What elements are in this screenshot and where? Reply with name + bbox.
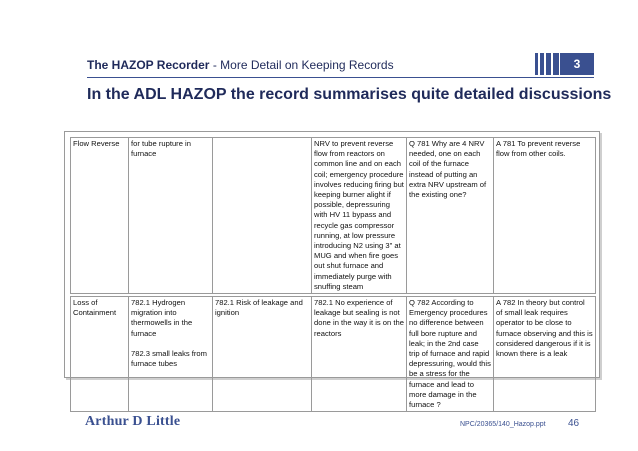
answer-cell: A 781 To prevent reverse flow from other coils. xyxy=(494,138,596,294)
table-row xyxy=(71,297,596,412)
deviation-cell: Flow Reverse xyxy=(71,138,129,294)
consequence-text: 782.1 Risk of leakage and ignition xyxy=(215,298,303,318)
cause-text: for tube rupture in furnace xyxy=(131,139,191,159)
deviation-cell: Loss of Containment xyxy=(71,297,129,412)
question-cell: Q 782 According to Emergency procedures no difference between full bore rupture and leak; in the 2nd case trip of furnace and rapid depressuring, would this be a stress for the furnace and lead to more damage in the furnace ? xyxy=(407,297,494,412)
cause-text: 782.1 Hydrogen migration into thermowells in the furnace xyxy=(131,298,193,338)
cause-text: 782.3 small leaks from furnace tubes xyxy=(131,348,207,369)
header-title-bold: The HAZOP Recorder xyxy=(87,58,210,72)
cause-cell xyxy=(129,297,213,412)
question-cell: Q 781 Why are 4 NRV needed, one on each coil of the furnace instead of putting an extra NRV upstream of the existing one? xyxy=(407,138,494,294)
table-row xyxy=(71,138,596,294)
safeguards-text: 782.1 No experience of leakage but sealing is not done in the way it is on the reactors xyxy=(314,298,404,338)
cause-cell xyxy=(129,138,213,294)
header-title-rest: - More Detail on Keeping Records xyxy=(209,58,394,72)
safeguards-text: NRV to prevent reverse flow from reactors on common line and on each coil; emergency procedure involves reducing firing but keeping burner alight if possible, depressuring with HV 11 bypass and recycle gas compressor running, at low pressure introducing N2 using 3" at MUG and when fire goes out shut furnace and immediately purge with snuffing steam xyxy=(314,139,404,291)
answer-cell: A 782 In theory but control of small leak requires operator to be close to furnace observing and this is considered dangerous if it is known there is a leak xyxy=(494,297,596,412)
company-logo: Arthur D Little xyxy=(85,414,181,429)
consequence-cell xyxy=(213,138,312,294)
safeguards-cell xyxy=(312,297,407,412)
slide-title: In the ADL HAZOP the record summarises quite detailed discussions xyxy=(87,86,612,103)
header-bars-decoration xyxy=(535,53,561,75)
consequence-cell xyxy=(213,297,312,412)
hazop-record-table xyxy=(70,137,596,412)
hazop-record-panel xyxy=(64,131,600,410)
footer-filename: NPC/20365/140_Hazop.ppt xyxy=(460,421,546,428)
page-number: 46 xyxy=(568,418,580,429)
header-title xyxy=(87,58,394,72)
section-number-badge: 3 xyxy=(560,53,594,75)
safeguards-cell xyxy=(312,138,407,294)
header-divider xyxy=(87,77,594,78)
